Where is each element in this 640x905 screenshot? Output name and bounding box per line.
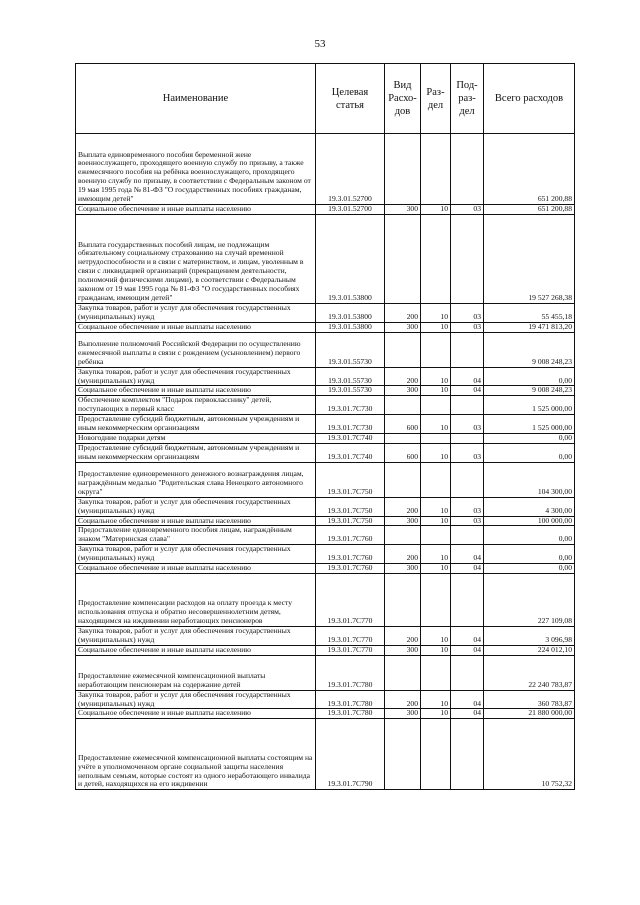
table-header-row <box>76 64 575 134</box>
row-target-article: 19.3.01.7С760 <box>316 545 385 564</box>
table-row <box>76 462 575 497</box>
row-name: Закупка товаров, работ и услуг для обеспечения государственных (муниципальных) нужд <box>76 303 316 322</box>
table-row <box>76 690 575 709</box>
row-name: Закупка товаров, работ и услуг для обеспечения государственных (муниципальных) нужд <box>76 545 316 564</box>
table-row <box>76 645 575 655</box>
row-name: Социальное обеспечение и иные выплаты населению <box>76 564 316 574</box>
row-target-article: 19.3.01.7С760 <box>316 526 385 545</box>
row-subsection: 04 <box>451 545 484 564</box>
row-target-article: 19.3.01.7С780 <box>316 709 385 719</box>
row-subsection: 03 <box>451 497 484 516</box>
row-target-article: 19.3.01.55730 <box>316 332 385 367</box>
row-expense-type: 200 <box>385 497 421 516</box>
row-subsection: 04 <box>451 564 484 574</box>
row-total: 9 008 248,23 <box>484 386 575 396</box>
row-expense-type <box>385 332 421 367</box>
row-subsection <box>451 655 484 690</box>
table-row <box>76 396 575 415</box>
row-target-article: 19.3.01.7С770 <box>316 626 385 645</box>
row-target-article: 19.3.01.53800 <box>316 303 385 322</box>
row-section: 10 <box>421 322 451 332</box>
row-section: 10 <box>421 415 451 434</box>
row-section: 10 <box>421 645 451 655</box>
row-total: 224 012,10 <box>484 645 575 655</box>
row-expense-type: 600 <box>385 443 421 462</box>
row-expense-type <box>385 433 421 443</box>
row-subsection: 03 <box>451 322 484 332</box>
row-name: Закупка товаров, работ и услуг для обеспечения государственных (муниципальных) нужд <box>76 690 316 709</box>
row-expense-type: 300 <box>385 322 421 332</box>
row-target-article: 19.3.01.53800 <box>316 322 385 332</box>
row-total: 19 527 268,38 <box>484 214 575 303</box>
row-expense-type: 200 <box>385 367 421 386</box>
row-total: 360 783,87 <box>484 690 575 709</box>
row-total: 22 240 783,87 <box>484 655 575 690</box>
row-expense-type: 200 <box>385 545 421 564</box>
table-row <box>76 564 575 574</box>
row-expense-type <box>385 526 421 545</box>
row-subsection: 03 <box>451 415 484 434</box>
row-target-article: 19.3.01.7С780 <box>316 690 385 709</box>
row-section: 10 <box>421 564 451 574</box>
row-expense-type: 600 <box>385 415 421 434</box>
row-name: Новогодние подарки детям <box>76 433 316 443</box>
row-name: Закупка товаров, работ и услуг для обеспечения государственных (муниципальных) нужд <box>76 626 316 645</box>
table-row <box>76 415 575 434</box>
row-section: 10 <box>421 497 451 516</box>
table-row <box>76 205 575 215</box>
row-total: 651 200,88 <box>484 134 575 205</box>
table-row <box>76 573 575 626</box>
table-row <box>76 433 575 443</box>
table-row <box>76 303 575 322</box>
row-target-article: 19.3.01.7С770 <box>316 573 385 626</box>
row-expense-type: 300 <box>385 386 421 396</box>
row-name: Социальное обеспечение и иные выплаты населению <box>76 709 316 719</box>
row-name: Предоставление единовременного денежного вознаграждения лицам, награждённым медалью "Родительская слава Ненецкого автономного округа" <box>76 462 316 497</box>
row-subsection: 04 <box>451 626 484 645</box>
table-row <box>76 709 575 719</box>
table-row <box>76 134 575 205</box>
row-target-article: 19.3.01.52700 <box>316 134 385 205</box>
row-total: 100 000,00 <box>484 516 575 526</box>
row-total: 227 109,08 <box>484 573 575 626</box>
table-row <box>76 214 575 303</box>
row-section <box>421 655 451 690</box>
row-target-article: 19.3.01.53800 <box>316 214 385 303</box>
row-target-article: 19.3.01.7С780 <box>316 655 385 690</box>
row-name: Закупка товаров, работ и услуг для обеспечения государственных (муниципальных) нужд <box>76 367 316 386</box>
row-section <box>421 573 451 626</box>
row-expense-type: 200 <box>385 626 421 645</box>
row-total: 1 525 000,00 <box>484 415 575 434</box>
row-expense-type <box>385 573 421 626</box>
row-target-article: 19.3.01.7С790 <box>316 719 385 790</box>
table-row <box>76 526 575 545</box>
row-name: Социальное обеспечение и иные выплаты населению <box>76 205 316 215</box>
row-section <box>421 332 451 367</box>
row-section: 10 <box>421 626 451 645</box>
row-subsection: 03 <box>451 516 484 526</box>
row-subsection <box>451 573 484 626</box>
row-name: Социальное обеспечение и иные выплаты населению <box>76 516 316 526</box>
row-subsection: 03 <box>451 303 484 322</box>
table-row <box>76 626 575 645</box>
row-section: 10 <box>421 303 451 322</box>
row-subsection: 04 <box>451 367 484 386</box>
row-total: 10 752,32 <box>484 719 575 790</box>
table-row <box>76 322 575 332</box>
row-section <box>421 719 451 790</box>
table-row <box>76 386 575 396</box>
row-target-article: 19.3.01.7С750 <box>316 497 385 516</box>
table-row <box>76 332 575 367</box>
row-target-article: 19.3.01.7С750 <box>316 516 385 526</box>
row-subsection <box>451 396 484 415</box>
page-number: 53 <box>314 38 326 50</box>
row-subsection <box>451 332 484 367</box>
row-total: 651 200,88 <box>484 205 575 215</box>
row-name: Предоставление ежемесячной компенсационной выплаты неработающим пенсионерам на содержание детей <box>76 655 316 690</box>
row-total: 104 300,00 <box>484 462 575 497</box>
row-expense-type <box>385 462 421 497</box>
row-subsection: 04 <box>451 386 484 396</box>
row-total: 0,00 <box>484 526 575 545</box>
row-target-article: 19.3.01.55730 <box>316 367 385 386</box>
row-name: Социальное обеспечение и иные выплаты населению <box>76 386 316 396</box>
row-target-article: 19.3.01.52700 <box>316 205 385 215</box>
row-total: 0,00 <box>484 433 575 443</box>
row-total: 55 455,18 <box>484 303 575 322</box>
row-target-article: 19.3.01.7С740 <box>316 443 385 462</box>
row-section: 10 <box>421 205 451 215</box>
row-target-article: 19.3.01.7С750 <box>316 462 385 497</box>
budget-table <box>75 63 575 790</box>
row-target-article: 19.3.01.7С760 <box>316 564 385 574</box>
row-subsection <box>451 433 484 443</box>
row-total: 0,00 <box>484 367 575 386</box>
table-row <box>76 443 575 462</box>
row-subsection <box>451 134 484 205</box>
row-subsection: 04 <box>451 709 484 719</box>
row-subsection <box>451 214 484 303</box>
row-subsection: 04 <box>451 645 484 655</box>
row-total: 4 300,00 <box>484 497 575 516</box>
row-section: 10 <box>421 516 451 526</box>
row-total: 3 096,98 <box>484 626 575 645</box>
row-name: Предоставление субсидий бюджетным, автономным учреждениям и иным некоммерческим организациям <box>76 443 316 462</box>
table-row <box>76 367 575 386</box>
header-section: Раз- дел <box>421 64 451 134</box>
table-row <box>76 719 575 790</box>
row-section: 10 <box>421 443 451 462</box>
row-expense-type: 300 <box>385 205 421 215</box>
row-target-article: 19.3.01.7С770 <box>316 645 385 655</box>
header-expense-type: Вид Расхо- дов <box>385 64 421 134</box>
row-subsection: 03 <box>451 205 484 215</box>
row-expense-type: 300 <box>385 516 421 526</box>
table-row <box>76 516 575 526</box>
row-name: Предоставление единовременного пособия лицам, награждённым знаком "Материнская слава" <box>76 526 316 545</box>
row-total: 0,00 <box>484 443 575 462</box>
row-name: Закупка товаров, работ и услуг для обеспечения государственных (муниципальных) нужд <box>76 497 316 516</box>
row-expense-type: 200 <box>385 303 421 322</box>
row-total: 1 525 000,00 <box>484 396 575 415</box>
row-expense-type <box>385 214 421 303</box>
row-total: 0,00 <box>484 564 575 574</box>
row-total: 19 471 813,20 <box>484 322 575 332</box>
row-section <box>421 462 451 497</box>
row-subsection <box>451 526 484 545</box>
row-name: Выплата государственных пособий лицам, не подлежащим обязательному социальному страхованию на случай временной нетрудоспособности и в связи с материнством, и лицам, уволенным в связи с ликвидацией организаций (прекращением деятельности, полномочий физическими лицами), в соответствии с Федеральным законом от 19 мая 1995 года № 81-ФЗ "О государственных пособиях гражданам, имеющим детей" <box>76 214 316 303</box>
row-section: 10 <box>421 367 451 386</box>
row-expense-type: 300 <box>385 564 421 574</box>
header-subsection: Под- раз- дел <box>451 64 484 134</box>
row-expense-type <box>385 655 421 690</box>
row-section <box>421 396 451 415</box>
row-target-article: 19.3.01.7С730 <box>316 415 385 434</box>
header-total: Всего расходов <box>484 64 575 134</box>
row-expense-type <box>385 719 421 790</box>
row-section <box>421 526 451 545</box>
row-section: 10 <box>421 386 451 396</box>
row-name: Предоставление субсидий бюджетным, автономным учреждениям и иным некоммерческим организациям <box>76 415 316 434</box>
row-name: Предоставление ежемесячной компенсационной выплаты состоящим на учёте в уполномоченном органе социальной защиты населения неполным семьям, которые состоят из одного неработающего инвалида и детей, находящихся на его иждивении <box>76 719 316 790</box>
row-expense-type <box>385 396 421 415</box>
row-subsection: 04 <box>451 690 484 709</box>
row-section <box>421 433 451 443</box>
row-subsection <box>451 719 484 790</box>
row-section: 10 <box>421 545 451 564</box>
row-expense-type: 200 <box>385 690 421 709</box>
header-name: Наименование <box>76 64 316 134</box>
row-target-article: 19.3.01.7С730 <box>316 396 385 415</box>
row-name: Выполнение полномочий Российской Федерации по осуществлению ежемесячной выплаты в связи с рождением (усыновлением) первого ребёнка <box>76 332 316 367</box>
table-row <box>76 497 575 516</box>
row-name: Социальное обеспечение и иные выплаты населению <box>76 645 316 655</box>
row-total: 9 008 248,23 <box>484 332 575 367</box>
row-name: Выплата единовременного пособия беременной жене военнослужащего, проходящего военную службу по призыву, а также ежемесячного пособия на ребёнка военнослужащего, проходящего военную службу по призыву, в соответствии с Федеральным законом от 19 мая 1995 года № 81-ФЗ "О государственных пособиях гражданам, имеющим детей" <box>76 134 316 205</box>
row-total: 0,00 <box>484 545 575 564</box>
row-subsection <box>451 462 484 497</box>
table-row <box>76 655 575 690</box>
table-row <box>76 545 575 564</box>
row-expense-type: 300 <box>385 645 421 655</box>
row-target-article: 19.3.01.7С740 <box>316 433 385 443</box>
row-name: Предоставление компенсации расходов на оплату проезда к месту использования отпуска и обратно несовершеннолетним детям, находящимся на иждивении неработающих пенсионеров <box>76 573 316 626</box>
header-target-article: Целевая статья <box>316 64 385 134</box>
row-target-article: 19.3.01.55730 <box>316 386 385 396</box>
row-expense-type: 300 <box>385 709 421 719</box>
row-section <box>421 134 451 205</box>
table-body <box>76 134 575 790</box>
row-name: Обеспечение комплектом "Подарок первокласснику" детей, поступающих в первый класс <box>76 396 316 415</box>
row-total: 21 880 000,00 <box>484 709 575 719</box>
row-expense-type <box>385 134 421 205</box>
row-subsection: 03 <box>451 443 484 462</box>
row-section: 10 <box>421 709 451 719</box>
row-section: 10 <box>421 690 451 709</box>
row-section <box>421 214 451 303</box>
row-name: Социальное обеспечение и иные выплаты населению <box>76 322 316 332</box>
